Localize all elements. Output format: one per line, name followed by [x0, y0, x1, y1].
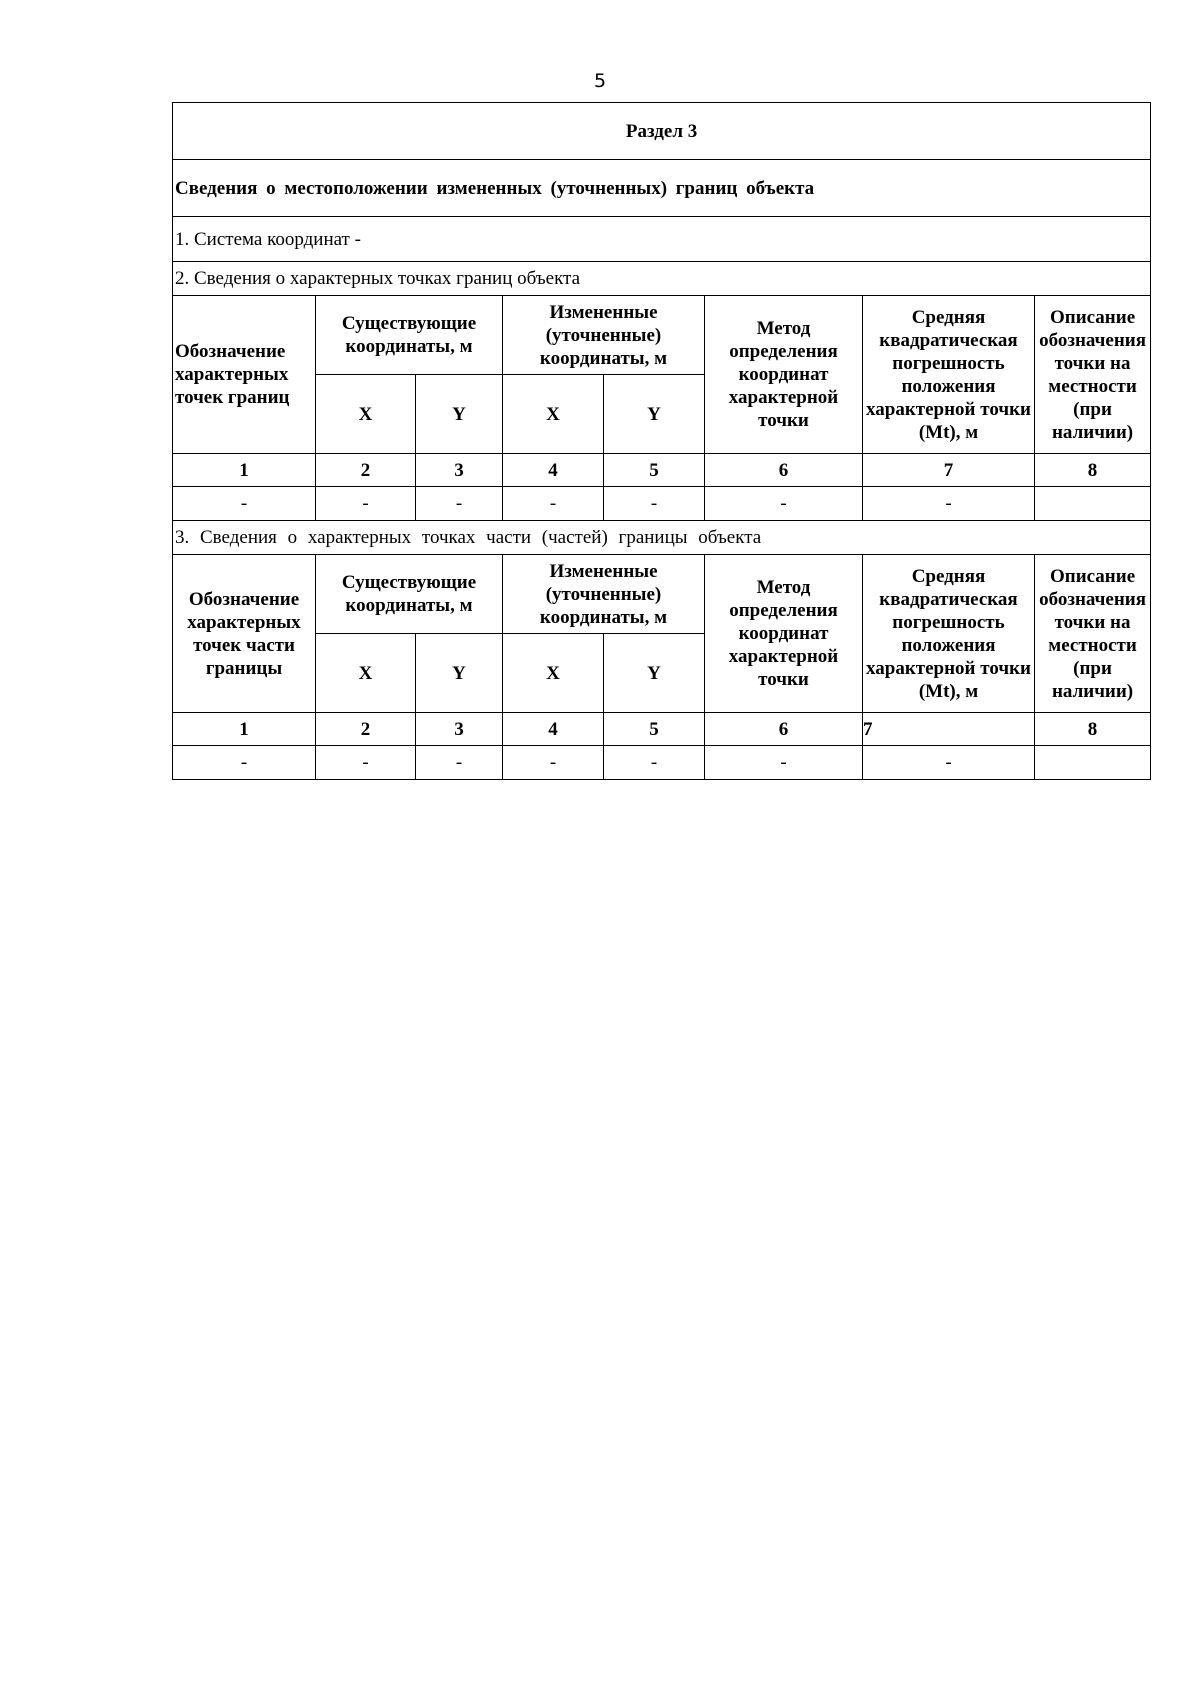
table-cell	[1035, 487, 1151, 521]
coordinate-system: 1. Система координат -	[173, 217, 1151, 262]
table-cell: -	[863, 746, 1035, 780]
column-number: 5	[604, 454, 705, 487]
header-changed-coordinates: Измененные (уточненные) координаты, м	[503, 296, 705, 375]
column-number: 4	[503, 713, 604, 746]
header-existing-y: Y	[416, 375, 503, 454]
table-cell: -	[316, 487, 416, 521]
table-row	[173, 746, 1151, 780]
table-cell: -	[705, 487, 863, 521]
table-cell: -	[705, 746, 863, 780]
part-boundary-points-column-numbers	[173, 713, 1151, 746]
table-cell: -	[173, 487, 316, 521]
column-number: 6	[705, 454, 863, 487]
column-number: 2	[316, 713, 416, 746]
header-method: Метод определения координат характерной точки	[705, 555, 863, 713]
table-cell: -	[503, 487, 604, 521]
column-number: 7	[863, 454, 1035, 487]
part-boundary-points-heading: 3. Сведения о характерных точках части (частей) границы объекта	[173, 521, 1151, 555]
section-title: Раздел 3	[173, 103, 1151, 160]
header-mean-error: Средняя квадратическая погрешность положения характерной точки (Mt), м	[863, 555, 1035, 713]
header-designation: Обозначение характерных точек части границы	[173, 555, 316, 713]
header-changed-x: X	[503, 634, 604, 713]
header-description: Описание обозначения точки на местности (при наличии)	[1035, 555, 1151, 713]
boundary-points-header-row	[173, 296, 1151, 375]
header-mean-error: Средняя квадратическая погрешность положения характерной точки (Mt), м	[863, 296, 1035, 454]
header-method: Метод определения координат характерной точки	[705, 296, 863, 454]
header-description: Описание обозначения точки на местности (при наличии)	[1035, 296, 1151, 454]
section-subtitle: Сведения о местоположении измененных (уточненных) границ объекта	[173, 160, 1151, 217]
column-number: 8	[1035, 454, 1151, 487]
header-changed-x: X	[503, 375, 604, 454]
table-cell: -	[416, 487, 503, 521]
section-3-table	[172, 102, 1151, 780]
column-number: 2	[316, 454, 416, 487]
column-number: 4	[503, 454, 604, 487]
column-number: 8	[1035, 713, 1151, 746]
page-number: 5	[593, 70, 607, 92]
column-number: 1	[173, 454, 316, 487]
table-cell: -	[604, 746, 705, 780]
table-cell: -	[503, 746, 604, 780]
part-boundary-points-heading-row	[173, 521, 1151, 555]
column-number: 3	[416, 454, 503, 487]
table-cell: -	[863, 487, 1035, 521]
column-number: 6	[705, 713, 863, 746]
header-existing-coordinates: Существующие координаты, м	[316, 296, 503, 375]
header-existing-x: X	[316, 375, 416, 454]
table-cell	[1035, 746, 1151, 780]
header-changed-y: Y	[604, 634, 705, 713]
column-number: 5	[604, 713, 705, 746]
table-cell: -	[416, 746, 503, 780]
column-number: 1	[173, 713, 316, 746]
part-boundary-points-header-row	[173, 555, 1151, 634]
column-number: 7	[863, 713, 1035, 746]
table-cell: -	[173, 746, 316, 780]
section-title-row	[173, 103, 1151, 160]
table-cell: -	[604, 487, 705, 521]
header-designation: Обозначение характерных точек границ	[173, 296, 316, 454]
boundary-points-heading: 2. Сведения о характерных точках границ объекта	[173, 262, 1151, 296]
header-changed-coordinates: Измененные (уточненные) координаты, м	[503, 555, 705, 634]
table-row	[173, 487, 1151, 521]
header-existing-y: Y	[416, 634, 503, 713]
header-existing-coordinates: Существующие координаты, м	[316, 555, 503, 634]
boundary-points-heading-row	[173, 262, 1151, 296]
header-existing-x: X	[316, 634, 416, 713]
table-cell: -	[316, 746, 416, 780]
section-subtitle-row	[173, 160, 1151, 217]
boundary-points-column-numbers	[173, 454, 1151, 487]
coordinate-system-row	[173, 217, 1151, 262]
column-number: 3	[416, 713, 503, 746]
header-changed-y: Y	[604, 375, 705, 454]
